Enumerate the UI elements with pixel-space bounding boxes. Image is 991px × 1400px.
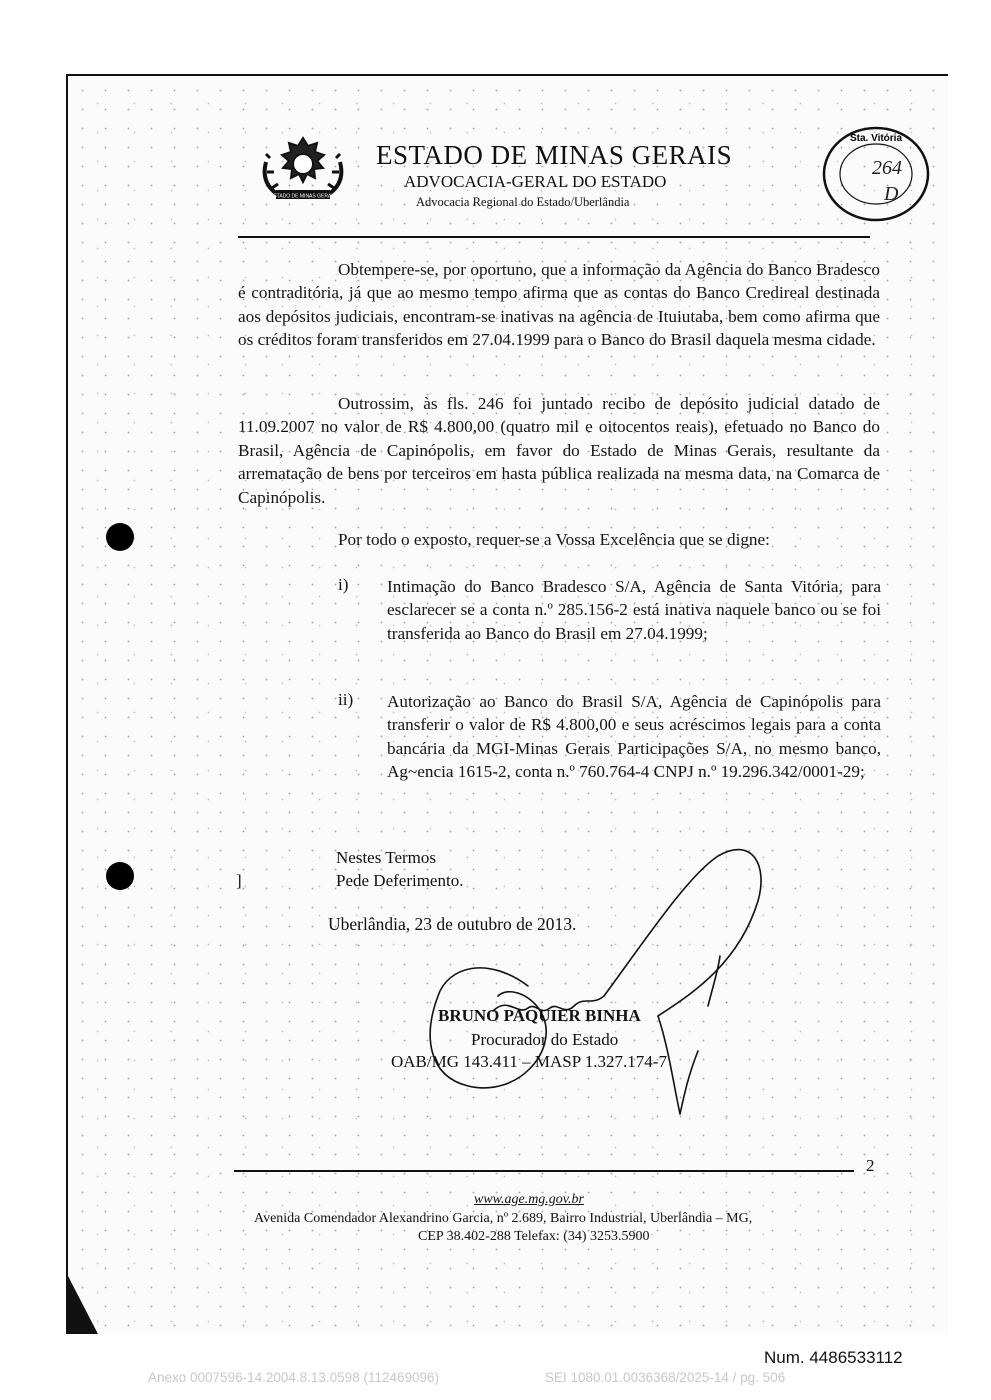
coat-of-arms-icon [258, 132, 348, 206]
request-item-text: Intimação do Banco Bradesco S/A, Agência de Santa Vitória, para esclarecer se a conta n.º 285.156-2 está inativa naquele banco ou se foi transferida ao Banco do Brasil em 27.04.1999; [387, 577, 881, 643]
coat-of-arms-banner: ESTADO DE MINAS GERAIS [269, 193, 337, 200]
paragraph-3: Por todo o exposto, requer-se a Vossa Excelência que se digne: [338, 530, 770, 549]
signatory-role: Procurador do Estado [471, 1030, 619, 1049]
state-title: ESTADO DE MINAS GERAIS [376, 140, 733, 170]
annex-reference: Anexo 0007596-14.2004.8.13.0598 (112469096) [148, 1370, 440, 1385]
request-item-label: i) [338, 575, 349, 594]
scanned-document-page [66, 74, 948, 1334]
footer-url: www.age.mg.gov.br [474, 1192, 584, 1207]
signatory-registration: OAB/MG 143.411 – MASP 1.327.174-7 [391, 1052, 667, 1071]
page-number: 2 [866, 1156, 875, 1175]
sei-reference: SEI 1080.01.0036368/2025-14 / pg. 506 [545, 1370, 786, 1385]
margin-bracket: ] [236, 871, 242, 890]
closing-line-2: Pede Deferimento. [336, 871, 464, 890]
header-rule [238, 236, 870, 238]
agency-subtitle: ADVOCACIA-GERAL DO ESTADO [404, 172, 667, 191]
stamp-text: Sta. Vitória [849, 133, 903, 144]
scan-shadow [68, 1276, 108, 1334]
handwritten-signature [368, 846, 768, 1146]
footer-address: Avenida Comendador Alexandrino Garcia, nº 2.689, Bairro Industrial, Uberlândia – MG, [254, 1211, 753, 1226]
punch-hole [106, 862, 134, 890]
stamp-handwritten-mark: D [884, 183, 899, 205]
punch-hole [106, 523, 134, 551]
signatory-name: BRUNO PAQUIER BINHA [438, 1006, 641, 1025]
document-number: Num. 4486533112 [764, 1348, 903, 1367]
folio-stamp [820, 124, 932, 224]
paragraph-2: Outrossim, às fls. 246 foi juntado recibo de depósito judicial datado de 11.09.2007 no valor de R$ 4.800,00 (quatro mil e oitocentos reais), efetuado no Banco do Brasil, Agência de Capinópolis, em favor do Estado de Minas Gerais, resultante da arrematação de bens por terceiros em hasta pública realizada na mesma data, na Comarca de Capinópolis. [238, 394, 880, 507]
paragraph-1: Obtempere-se, por oportuno, que a informação da Agência do Banco Bradesco é contraditória, já que ao mesmo tempo afirma que as contas do Banco Credireal destinada aos depósitos judiciais, encontram-se inativas na agência de Ituiutaba, bem como afirma que os créditos foram transferidos em 27.04.1999 para o Banco do Brasil daquela mesma cidade. [238, 260, 880, 350]
footer-rule [234, 1170, 854, 1172]
request-item-text: Autorização ao Banco do Brasil S/A, Agência de Capinópolis para transferir o valor de R$ 4.800,00 e seus acréscimos legais para a conta bancária da MGI-Minas Gerais Participações S/A, no mesmo banco, Ag~encia 1615-2, conta n.º 760.764-4 CNPJ n.º 19.296.342/0001-29; [387, 692, 881, 782]
date-line: Uberlândia, 23 de outubro de 2013. [328, 914, 577, 934]
footer-cep-phone: CEP 38.402-288 Telefax: (34) 3253.5900 [418, 1229, 650, 1244]
stamp-handwritten-folio: 264 [872, 157, 902, 179]
regional-office: Advocacia Regional do Estado/Uberlândia [416, 195, 630, 209]
closing-line-1: Nestes Termos [336, 848, 437, 867]
request-item-label: ii) [338, 690, 354, 709]
